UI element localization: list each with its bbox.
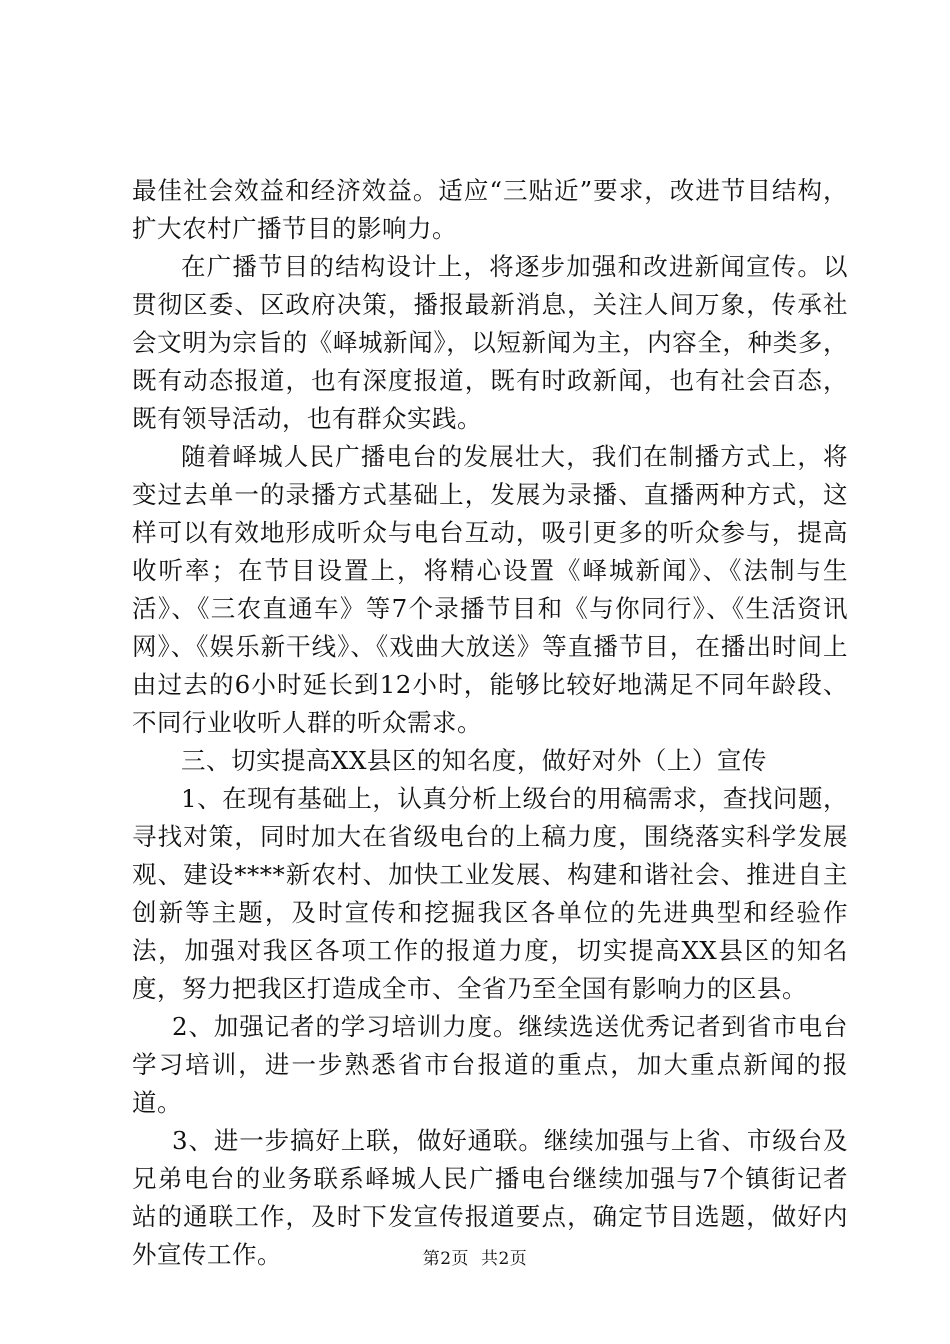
paragraph-item-1: 1、在现有基础上，认真分析上级台的用稿需求，查找问题，寻找对策，同时加大在省级电台的上稿力度，围绕落实科学发展观、建设****新农村、加快工业发展、构建和谐社会、推进自主创新等主题，及时宣传和挖掘我区各单位的先进典型和经验作法，加强对我区各项工作的报道力度，切实提高XX县区的知名度，努力把我区打造成全市、全省乃至全国有影响力的区县。 xyxy=(132,784,848,1003)
section-heading: 三、切实提高XX县区的知名度，做好对外（上）宣传 xyxy=(181,746,767,775)
paragraph-3: 随着峄城人民广播电台的发展壮大，我们在制播方式上，将变过去单一的录播方式基础上，发展为录播、直播两种方式，这样可以有效地形成听众与电台互动，吸引更多的听众参与，提高收听率；在节目设置上，将精心设置《峄城新闻》、《法制与生活》、《三农直通车》等7个录播节目和《与你同行》、《生活资讯网》、《娱乐新干线》、《戏曲大放送》等直播节目，在播出时间上由过去的6小时延长到12小时，能够比较好地满足不同年龄段、不同行业收听人群的听众需求。 xyxy=(132,442,848,737)
paragraph-item-3: 3、进一步搞好上联，做好通联。继续加强与上省、市级台及兄弟电台的业务联系峄城人民广播电台继续加强与7个镇街记者站的通联工作，及时下发宣传报道要点，确定节目选题，做好内外宣传工作。 xyxy=(132,1126,848,1269)
page-footer xyxy=(0,1244,950,1269)
page-total: 共2页 xyxy=(480,1249,528,1269)
page-number: 第2页 xyxy=(422,1249,470,1269)
paragraph-item-2: 2、加强记者的学习培训力度。继续选送优秀记者到省市电台学习培训，进一步熟悉省市台报道的重点，加大重点新闻的报道。 xyxy=(132,1012,848,1117)
paragraph-2: 在广播节目的结构设计上，将逐步加强和改进新闻宣传。以贯彻区委、区政府决策，播报最新消息，关注人间万象，传承社会文明为宗旨的《峄城新闻》，以短新闻为主，内容全，种类多，既有动态报道，也有深度报道，既有时政新闻，也有社会百态，既有领导活动，也有群众实践。 xyxy=(132,252,848,433)
paragraph-1: 最佳社会效益和经济效益。适应“三贴近”要求，改进节目结构，扩大农村广播节目的影响力。 xyxy=(132,176,848,243)
document-body xyxy=(132,172,848,1274)
